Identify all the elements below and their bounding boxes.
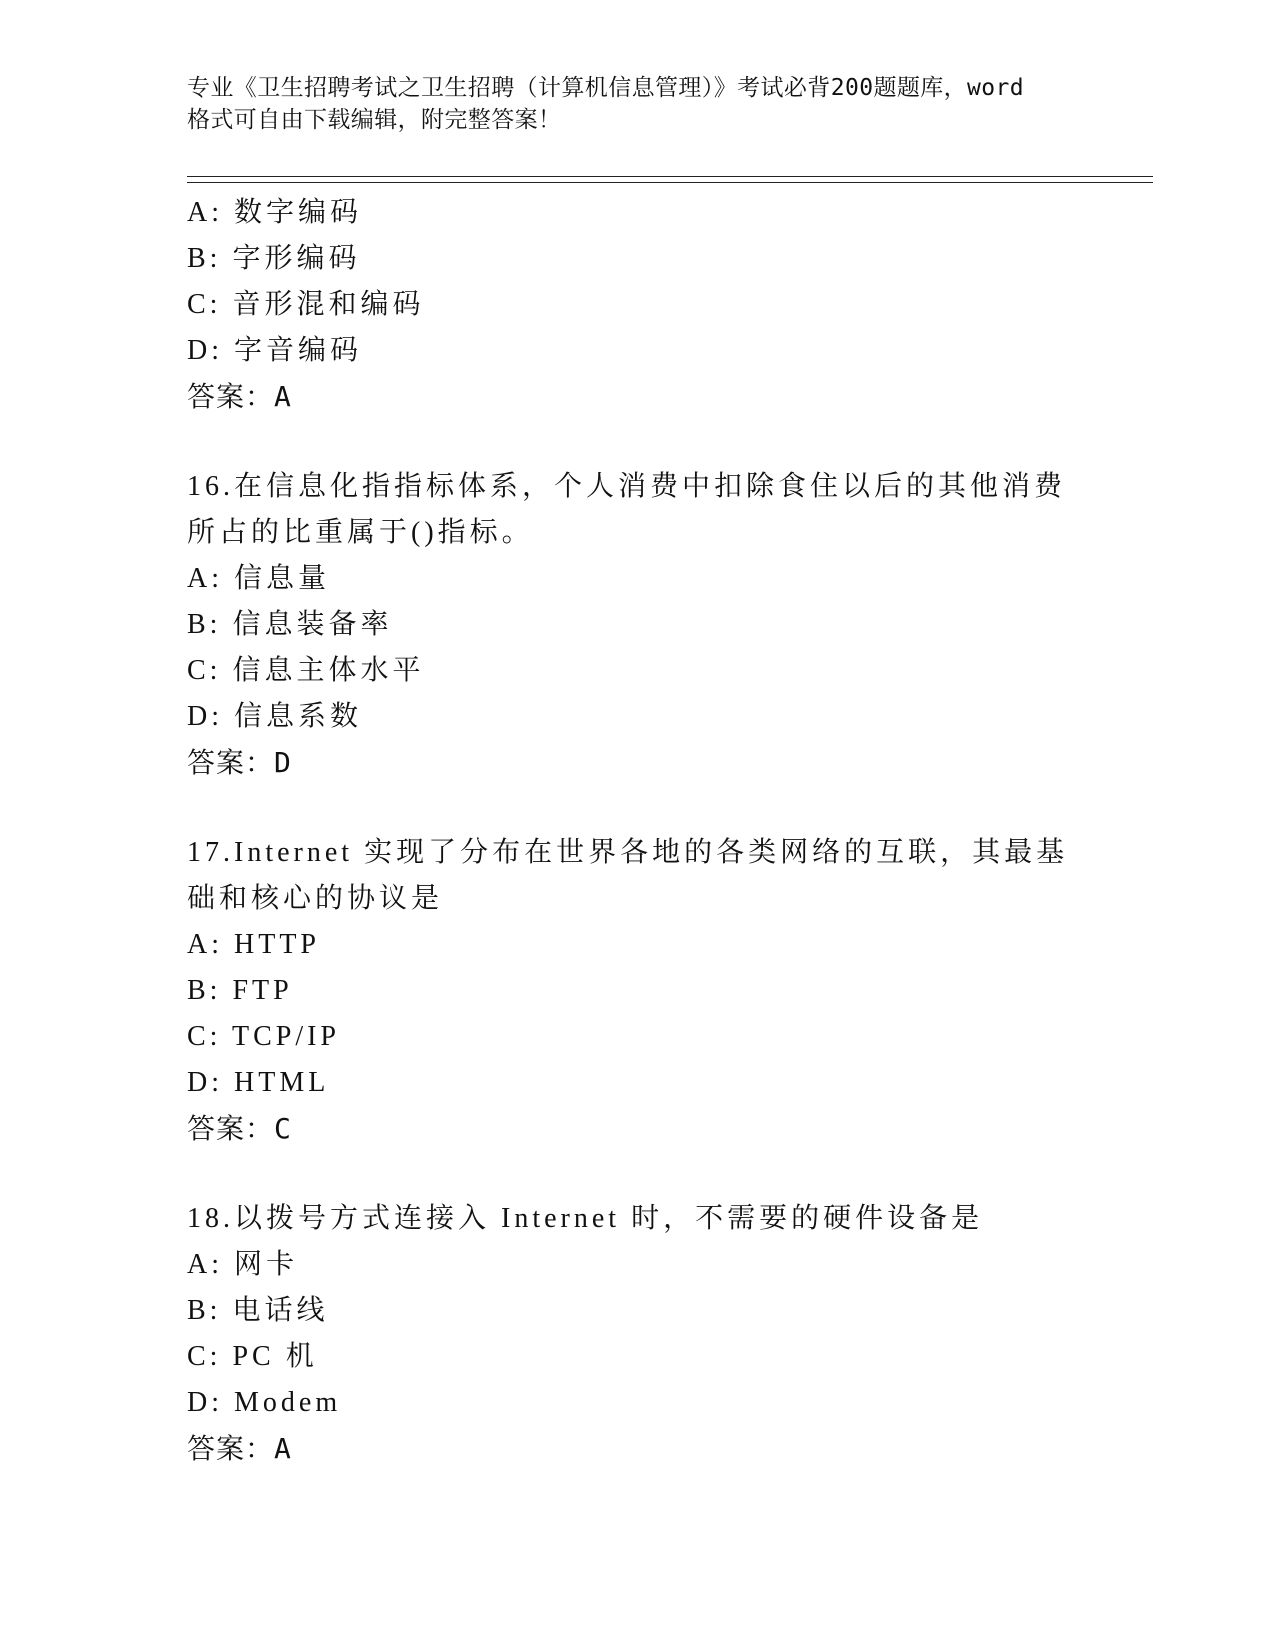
- question-text: 在信息化指指标体系，个人消费中扣除食住以后的其他消费所占的比重属于()指标。: [187, 471, 1067, 548]
- answer-line: 答案：C: [187, 1112, 292, 1145]
- question-spacer: [187, 786, 1087, 830]
- option-label: A:: [187, 197, 223, 228]
- option-b: [187, 1288, 1087, 1334]
- option-text: Modem: [234, 1387, 342, 1418]
- option-text: FTP: [232, 975, 293, 1006]
- option-text: 字形编码: [232, 243, 361, 274]
- answer-line: 答案：D: [187, 746, 292, 779]
- option-a: [187, 922, 1087, 968]
- question-text: 以拨号方式连接入 Internet 时，不需要的硬件设备是: [234, 1203, 984, 1234]
- question-17: [187, 830, 1087, 1152]
- option-label: D:: [187, 1067, 223, 1098]
- header-divider: [187, 176, 1153, 183]
- question-18: [187, 1196, 1087, 1472]
- option-text: HTML: [234, 1067, 330, 1098]
- option-text: 网卡: [234, 1249, 299, 1280]
- option-a: [187, 556, 1087, 602]
- option-label: D:: [187, 1387, 223, 1418]
- question-number: 17.: [187, 837, 234, 868]
- answer-line: 答案：A: [187, 1432, 292, 1465]
- option-b: [187, 968, 1087, 1014]
- question-number: 16.: [187, 471, 234, 502]
- option-label: A:: [187, 929, 223, 960]
- option-text: 电话线: [232, 1295, 329, 1326]
- option-a: [187, 1242, 1087, 1288]
- option-b: [187, 236, 1087, 282]
- answer-line: 答案：A: [187, 380, 292, 413]
- question-number: 18.: [187, 1203, 234, 1234]
- option-d: [187, 1380, 1087, 1426]
- option-label: B:: [187, 1295, 222, 1326]
- option-label: B:: [187, 609, 222, 640]
- option-text: HTTP: [234, 929, 320, 960]
- question-spacer: [187, 1152, 1087, 1196]
- option-d: [187, 694, 1087, 740]
- option-d: [187, 1060, 1087, 1106]
- header-title-line-2: 格式可自由下载编辑，附完整答案！: [187, 107, 562, 133]
- question-stem: [187, 464, 1087, 556]
- option-b: [187, 602, 1087, 648]
- option-text: 数字编码: [234, 197, 363, 228]
- question-stem: [187, 830, 1087, 922]
- option-label: A:: [187, 563, 223, 594]
- option-c: [187, 1014, 1087, 1060]
- option-d: [187, 328, 1087, 374]
- option-text: 信息量: [234, 563, 331, 594]
- option-text: 信息装备率: [232, 609, 393, 640]
- option-label: C:: [187, 1341, 222, 1372]
- option-c: [187, 282, 1087, 328]
- option-label: C:: [187, 289, 222, 320]
- question-16: [187, 464, 1087, 786]
- option-label: C:: [187, 1021, 222, 1052]
- header-title-line-1: 专业《卫生招聘考试之卫生招聘（计算机信息管理）》考试必背200题题库，word: [187, 75, 1025, 101]
- option-text: TCP/IP: [231, 1021, 340, 1052]
- option-label: C:: [187, 655, 222, 686]
- question-spacer: [187, 420, 1087, 464]
- option-text: 字音编码: [234, 335, 363, 366]
- option-a: [187, 190, 1087, 236]
- option-label: D:: [187, 335, 223, 366]
- document-header: [187, 72, 1087, 136]
- question-15-continued: [187, 190, 1087, 420]
- option-text: PC 机: [232, 1341, 318, 1372]
- question-stem: [187, 1196, 1087, 1242]
- question-text: Internet 实现了分布在世界各地的各类网络的互联，其最基础和核心的协议是: [187, 837, 1069, 914]
- option-c: [187, 1334, 1087, 1380]
- option-c: [187, 648, 1087, 694]
- option-label: B:: [187, 243, 222, 274]
- option-label: D:: [187, 701, 223, 732]
- question-content: [187, 190, 1087, 1472]
- option-text: 信息系数: [234, 701, 363, 732]
- option-text: 信息主体水平: [232, 655, 425, 686]
- option-label: B:: [187, 975, 222, 1006]
- option-label: A:: [187, 1249, 223, 1280]
- option-text: 音形混和编码: [232, 289, 425, 320]
